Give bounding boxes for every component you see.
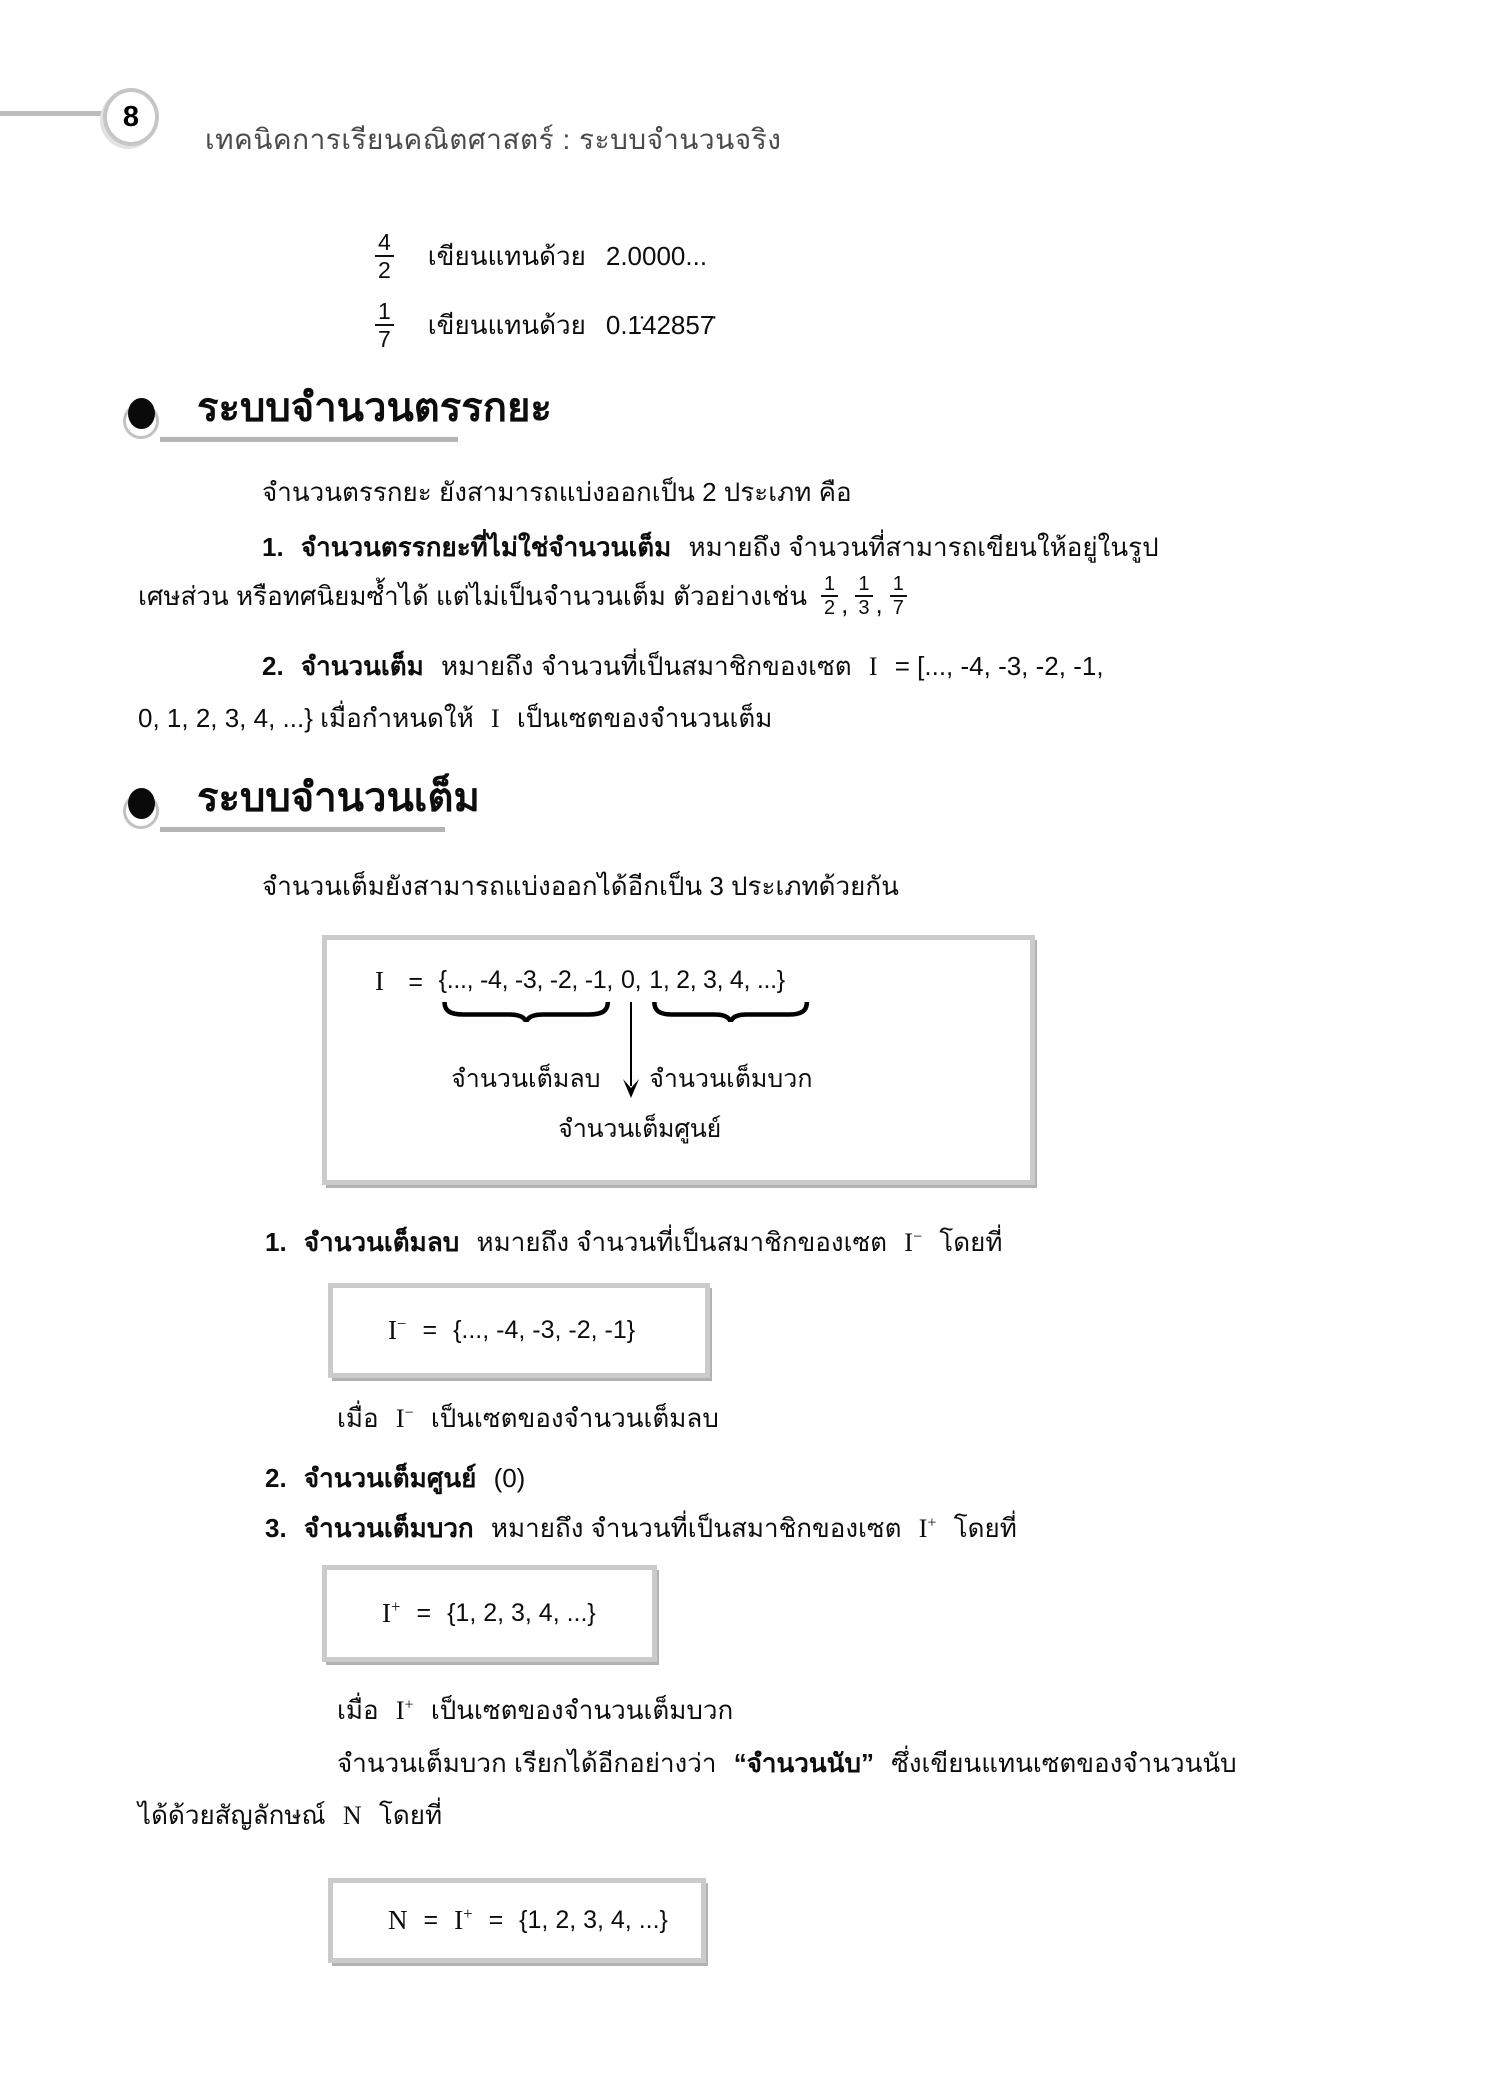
integer-intro: จำนวนเต็มยังสามารถแบ่งออกได้อีกเป็น 3 ประเภทด้วยกัน: [262, 871, 899, 901]
set-symbol-positive: I+: [382, 1597, 401, 1628]
note-text: เมื่อ: [337, 1695, 379, 1725]
set-equation: [333, 1288, 705, 1373]
positive-set-note: [337, 1690, 733, 1731]
integer-item-1: [265, 1222, 1003, 1263]
item-number: 2.: [265, 1463, 287, 1493]
integer-set-diagram-box: [322, 935, 1035, 1185]
header-rule: [0, 111, 103, 116]
note-text: เมื่อ: [337, 1403, 379, 1433]
rational-intro: จำนวนตรรกยะ ยังสามารถแบ่งออกเป็น 2 ประเภท คือ: [262, 477, 852, 507]
fraction-numerator: 1: [824, 573, 836, 595]
example-value: 2.0000...: [605, 240, 708, 271]
section-bullet-icon: [122, 396, 166, 440]
example-label: เขียนแทนด้วย: [427, 240, 586, 271]
equals-sign: =: [416, 1599, 432, 1627]
integer-set-diagram: [327, 940, 1030, 1149]
down-arrow-icon: [613, 997, 649, 1099]
integer-item-2: [265, 1458, 525, 1498]
equals-sign: =: [408, 968, 423, 996]
rational-item-1-continued: [138, 566, 907, 626]
set-symbol: I: [375, 966, 384, 996]
negative-set-note: [337, 1398, 719, 1439]
set-symbol-positive: I+: [454, 1904, 473, 1935]
negative-integer-set-box: [328, 1283, 710, 1378]
example-value: 0.1̇42857̇: [605, 309, 715, 340]
item-term: จำนวนตรรกยะที่ไม่ใช่จำนวนเต็ม: [300, 532, 672, 562]
fraction-denominator: 7: [892, 597, 904, 619]
paragraph-text: ซึ่งเขียนแทนเซตของจำนวนนับ: [891, 1748, 1237, 1778]
fraction: [375, 298, 394, 352]
set-equation: [333, 1883, 701, 1958]
negative-integers-segment: {..., -4, -3, -2, -1,: [438, 966, 613, 994]
section-title-rational: ระบบจำนวนตรรกยะ: [197, 386, 552, 430]
fraction: [855, 573, 872, 619]
set-symbol-positive: I+: [918, 1514, 937, 1543]
counting-numbers-paragraph: [337, 1743, 1237, 1783]
natural-numbers-set-box: [328, 1878, 706, 1963]
fraction-denominator: 3: [858, 597, 870, 619]
header-title: เทคนิคการเรียนคณิตศาสตร์ : ระบบจำนวนจริง: [205, 124, 782, 155]
set-elements: {..., -4, -3, -2, -1}: [453, 1316, 636, 1344]
set-definition-continued: 0, 1, 2, 3, 4, ...} เมื่อกำหนดให้: [138, 703, 474, 733]
fraction-numerator: 1: [892, 573, 904, 595]
equals-sign: =: [488, 1906, 504, 1934]
item-text: เศษส่วน หรือทศนิยมซ้ำได้ แต่ไม่เป็นจำนวนเต็ม ตัวอย่างเช่น: [138, 581, 808, 611]
page-number-badge: [103, 88, 159, 146]
rational-item-2: [262, 646, 1104, 687]
zero-integer-label: จำนวนเต็มศูนย์: [558, 1115, 721, 1143]
equals-sign: =: [422, 1316, 438, 1344]
rational-item-2-continued: [138, 698, 772, 739]
set-expression-prefix: [375, 966, 439, 997]
rational-item-1: [262, 527, 1159, 567]
item-term: จำนวนเต็มบวก: [303, 1513, 474, 1543]
fraction-separator: ,: [875, 589, 883, 619]
set-symbol-negative: I−: [904, 1228, 923, 1257]
integer-item-3: [265, 1508, 1017, 1549]
item-term: จำนวนเต็ม: [300, 651, 424, 681]
item-text: หมายถึง จำนวนที่เป็นสมาชิกของเซต: [476, 1227, 888, 1257]
set-symbol-positive: I+: [395, 1696, 414, 1725]
item-term: จำนวนเต็มศูนย์: [303, 1463, 477, 1493]
set-symbol-negative: I−: [388, 1314, 407, 1345]
item-text: หมายถึง จำนวนที่เป็นสมาชิกของเซต: [490, 1513, 902, 1543]
paragraph-text: โดยที่: [378, 1800, 443, 1830]
natural-numbers-symbol: N: [342, 1801, 362, 1830]
negative-integers-label: จำนวนเต็มลบ: [451, 1065, 601, 1093]
item-text: (0): [493, 1463, 526, 1493]
set-equation: [327, 1570, 652, 1657]
page-number: 8: [122, 100, 140, 133]
item-text: หมายถึง จำนวนที่สามารถเขียนให้อยู่ในรูป: [688, 532, 1159, 562]
set-symbol-negative: I−: [395, 1404, 414, 1433]
underbrace-icon: [649, 997, 812, 1023]
fraction: [821, 573, 838, 619]
section-underline: [160, 437, 458, 442]
set-symbol: I: [490, 704, 500, 733]
item-text: หมายถึง จำนวนที่เป็นสมาชิกของเซต: [441, 651, 852, 681]
paragraph-text: จำนวนเต็มบวก เรียกได้อีกอย่างว่า: [337, 1748, 717, 1778]
fraction-numerator: 4: [378, 229, 391, 255]
equals-sign: =: [423, 1906, 439, 1934]
example-label: เขียนแทนด้วย: [427, 309, 586, 340]
fraction-denominator: 7: [378, 326, 391, 352]
fraction-numerator: 1: [858, 573, 870, 595]
set-definition: = [..., -4, -3, -2, -1,: [894, 651, 1104, 681]
fraction-separator: ,: [841, 589, 849, 619]
item-number: 3.: [265, 1513, 287, 1543]
item-text: โดยที่: [953, 1513, 1017, 1543]
item-term: จำนวนเต็มลบ: [303, 1227, 460, 1257]
fraction-denominator: 2: [824, 597, 836, 619]
item-number: 1.: [265, 1227, 287, 1257]
decimal-example-row: [375, 227, 707, 285]
item-text: เป็นเซตของจำนวนเต็ม: [516, 703, 773, 733]
item-number: 2.: [262, 651, 284, 681]
item-text: โดยที่: [939, 1227, 1003, 1257]
decimal-example-row: [375, 296, 714, 354]
item-number: 1.: [262, 532, 284, 562]
bullet-dot-icon: [128, 788, 155, 819]
fraction-denominator: 2: [378, 257, 391, 283]
note-text: เป็นเซตของจำนวนเต็มลบ: [430, 1403, 719, 1433]
natural-numbers-symbol: N: [388, 1905, 408, 1935]
set-symbol: I: [868, 652, 878, 681]
paragraph-text: ได้ด้วยสัญลักษณ์: [138, 1800, 326, 1830]
positive-integers-segment: 1, 2, 3, 4, ...}: [649, 966, 785, 994]
section-bullet-icon: [122, 786, 166, 830]
section-title-integer: ระบบจำนวนเต็ม: [197, 776, 480, 820]
set-elements: {1, 2, 3, 4, ...}: [447, 1599, 596, 1627]
counting-numbers-term: “จำนวนนับ”: [733, 1748, 874, 1778]
set-elements: {1, 2, 3, 4, ...}: [519, 1906, 668, 1934]
underbrace-icon: [439, 997, 613, 1023]
positive-integers-label: จำนวนเต็มบวก: [649, 1065, 813, 1093]
fraction: [890, 573, 907, 619]
fraction-numerator: 1: [378, 298, 391, 324]
bullet-dot-icon: [128, 398, 155, 429]
positive-integer-set-box: [322, 1565, 657, 1662]
note-text: เป็นเซตของจำนวนเต็มบวก: [430, 1695, 734, 1725]
counting-numbers-paragraph-continued: [138, 1795, 442, 1836]
section-underline: [160, 827, 445, 832]
fraction: [375, 229, 394, 283]
zero-segment: 0,: [621, 966, 642, 994]
